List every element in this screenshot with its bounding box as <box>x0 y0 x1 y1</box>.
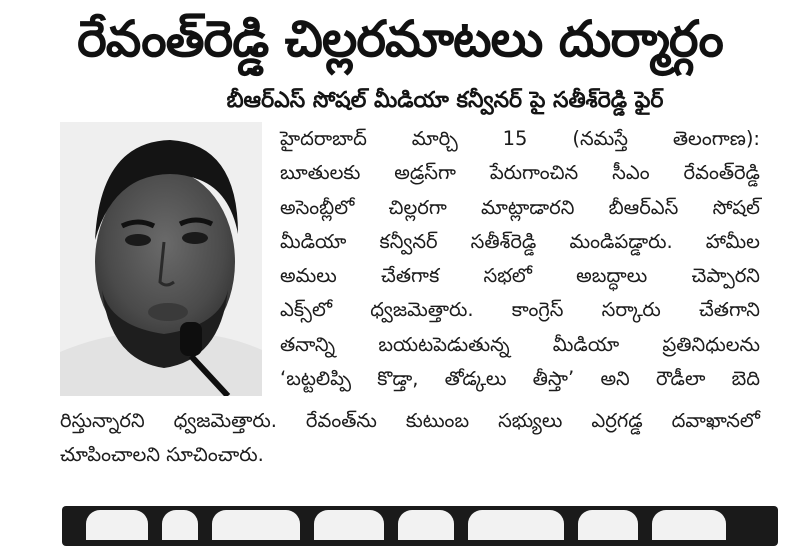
body-line: అమలు చేతగాక సభలో అబద్ధాలు చెప్పారని <box>280 264 760 288</box>
portrait-photo <box>60 122 262 396</box>
body-line: మీడియా కన్వీనర్‌ సతీశ్‌రెడ్డి మండిపడ్డారు. హామీల <box>280 229 760 253</box>
body-line: ‘బట్టలిప్పి కొడ్తా, తోడ్కలు తీస్తా’ అని రౌడీలా బెది <box>280 367 760 391</box>
body-line: తనాన్ని బయటపెడుతున్న మీడియా ప్రతినిధులను <box>280 332 760 356</box>
article-body-full-width <box>60 404 760 473</box>
next-article-banner <box>62 506 778 546</box>
body-line: చూపించాలని సూచించారు. <box>60 443 264 467</box>
portrait-icon <box>60 122 262 396</box>
body-line: రిస్తున్నారని ధ్వజమెత్తారు. రేవంత్‌ను కుటుంబ సభ్యులు ఎర్రగడ్డ దవాఖానలో <box>60 409 760 432</box>
body-line: ఎక్స్‌లో ధ్వజమెత్తారు. కాంగ్రెస్‌ సర్కారు చేతగాని <box>280 298 760 322</box>
subheadline: బీఆర్‌ఎస్‌ సోషల్‌ మీడియా కన్వీనర్‌ పై సతీశ్‌రెడ్డి ఫైర్‌ <box>226 88 664 113</box>
headline: రేవంత్‌రెడ్డి చిల్లరమాటలు దుర్మార్గం <box>77 10 723 68</box>
body-line: అసెంబ్లీలో చిల్లరగా మాట్లాడారని బీఆర్‌ఎస్‌ సోషల్‌ <box>280 195 760 219</box>
body-line: హైదరాబాద్‌ మార్చి 15 (నమస్తే తెలంగాణ): <box>280 127 760 150</box>
body-line: బూతులకు అడ్రస్‌గా పేరుగాంచిన సీఎం రేవంత్‌రెడ్డి <box>280 161 760 185</box>
article-body-beside-photo <box>280 122 760 396</box>
cropped-headline-glyphs <box>62 510 778 546</box>
